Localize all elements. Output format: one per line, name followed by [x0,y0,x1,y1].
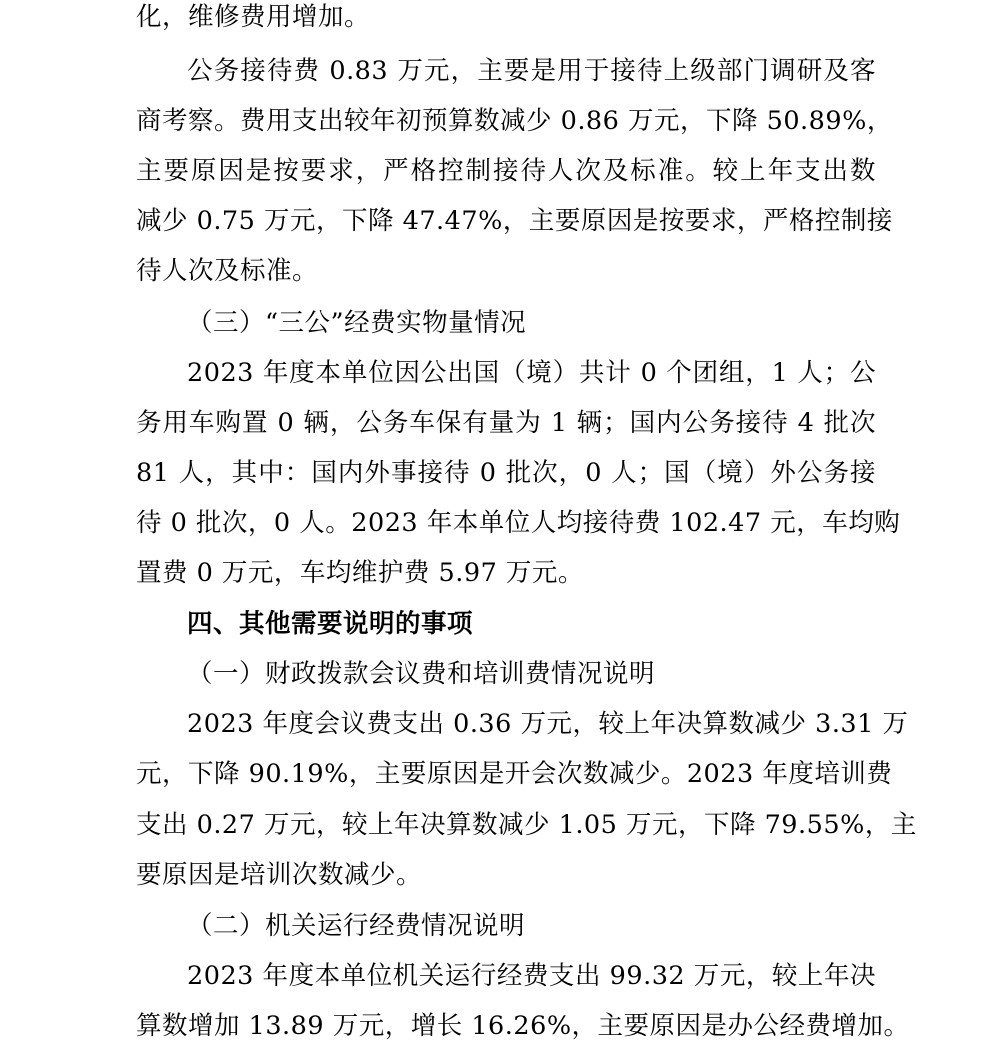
paragraph-line: 2023 年度会议费支出 0.36 万元，较上年决算数减少 3.31 万 [187,709,909,739]
paragraph-line: 主要原因是按要求，严格控制接待人次及标准。较上年支出数 [136,156,876,186]
subsection-heading: （二）机关运行经费情况说明 [187,911,526,941]
paragraph-line: 81 人，其中：国内外事接待 0 批次，0 人；国（境）外公务接 [136,458,876,488]
paragraph-line: 公务接待费 0.83 万元，主要是用于接待上级部门调研及客 [187,56,876,86]
paragraph-line: 商考察。费用支出较年初预算数减少 0.86 万元，下降 50.89%， [136,106,893,136]
subsection-heading: （三）“三公”经费实物量情况 [187,308,527,338]
paragraph-line: 待 0 批次，0 人。2023 年本单位人均接待费 102.47 元，车均购 [136,508,901,538]
paragraph-line: 待人次及标准。 [136,256,319,286]
paragraph-line: 元，下降 90.19%，主要原因是开会次数减少。2023 年度培训费 [136,759,893,789]
paragraph-line: 2023 年度本单位机关运行经费支出 99.32 万元，较上年决 [187,961,876,991]
paragraph-line: 2023 年度本单位因公出国（境）共计 0 个团组，1 人；公 [187,358,876,388]
paragraph-line: 置费 0 万元，车均维护费 5.97 万元。 [136,558,584,588]
subsection-heading: （一）财政拨款会议费和培训费情况说明 [187,659,656,689]
paragraph-line: 要原因是培训次数减少。 [136,860,423,890]
paragraph-line: 减少 0.75 万元，下降 47.47%，主要原因是按要求，严格控制接 [136,206,893,236]
paragraph-line: 算数增加 13.89 万元，增长 16.26%，主要原因是办公经费增加。 [136,1011,910,1041]
section-heading: 四、其他需要说明的事项 [187,609,474,639]
paragraph-line: 务用车购置 0 辆，公务车保有量为 1 辆；国内公务接待 4 批次 [136,408,876,438]
paragraph-line: 支出 0.27 万元，较上年决算数减少 1.05 万元，下降 79.55%，主 [136,810,917,840]
paragraph-line: 化，维修费用增加。 [136,2,371,32]
